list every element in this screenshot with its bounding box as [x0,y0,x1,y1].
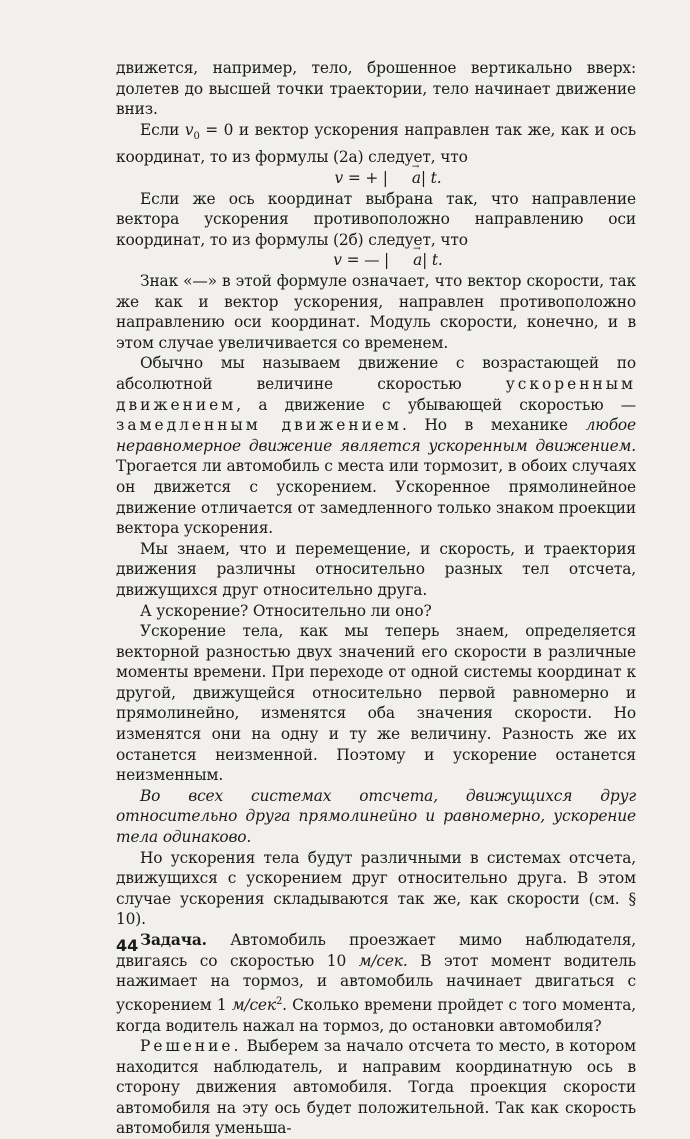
paragraph: Ускорение тела, как мы теперь знаем, определяется векторной разностью двух значений его скорости в различные моменты времени. При переходе от одной системы координат к другой, движущейся относительно первой равномерно и прямолинейно, изменятся оба значения скорости. Но изменятся они на одну и ту же величину. Разность же их останется неизменной. Поэтому и ускорение останется неизменным. [116,622,636,785]
italic-statement: Во всех системах отсчета, движущихся друг относительно друга прямолинейно и равномерно, ускорение тела одинаково. [116,786,636,847]
formula: v = — |→ a| t. [116,250,636,271]
paragraph: Если же ось координат выбрана так, что направление вектора ускорения противоположно направлению оси координат, то из формулы (2б) следует, что [116,189,636,249]
page-text [116,58,636,1139]
problem-label: Задача. [140,931,207,950]
vector-a: → a [388,168,421,189]
paragraph: Если $v_0 = 0$ и вектор ускорения направлен так же, как и ось координат, то из формулы (2а) следует, что [116,120,636,167]
problem-paragraph: Задача. Автомобиль проезжает мимо наблюдателя, двигаясь со скоростью 10 м/сек. В этот момент водитель нажимает на тормоз, и автомобиль начинает двигаться с ускорением 1 м/сек$^2$. Сколько времени пройдет с того момента, когда водитель нажал на тормоз, до остановки автомобиля? [116,931,636,1035]
solution-label: Решение. [140,1037,242,1056]
spaced-term: замедленным движением [116,416,402,435]
paragraph: А ускорение? Относительно ли оно? [140,601,432,620]
emphasis: любое неравномерное движение является ускоренным движением. [116,416,637,455]
spaced-term: ускоренным движением [116,374,636,414]
paragraph: движется, например, тело, брошенное вертикально вверх: долетев до высшей точки траектории, тело начинает движение вниз. [116,59,636,119]
paragraph: Мы знаем, что и перемещение, и скорость, и траектория движения различны относительно разных тел отсчета, движущихся друг относительно друга. [116,539,636,599]
page-number: 44 [116,936,139,955]
vector-a: → a [389,250,422,271]
paragraph: Обычно мы называем движение с возрастающей по абсолютной величине скоростью ускоренным движением, а движение с убывающей скоростью — замедленным движением. Но в механике любое неравномерное движение является ускоренным движением. Трогается ли автомобиль с места или тормозит, в обоих случаях он движется с ускорением. Ускоренное прямолинейное движение отличается от замедленного только знаком проекции вектора ускорения. [116,354,637,538]
formula: v = + |→ a| t. [116,168,636,189]
paragraph: Знак «—» в этой формуле означает, что вектор скорости, так же как и вектор ускорения, направлен противоположно направлению оси координат. Модуль скорости, конечно, и в этом случае увеличивается со временем. [116,272,636,352]
paragraph: Но ускорения тела будут различными в системах отсчета, движущихся с ускорением друг относительно друга. В этом случае ускорения складываются так же, как скорости (см. § 10). [116,848,636,929]
solution-paragraph: Решение. Выберем за начало отсчета то место, в котором находится наблюдатель, и направим координатную ось в сторону движения автомобиля. Тогда проекция скорости автомобиля на эту ось будет положительной. Так как скорость автомобиля уменьша- [116,1037,636,1138]
